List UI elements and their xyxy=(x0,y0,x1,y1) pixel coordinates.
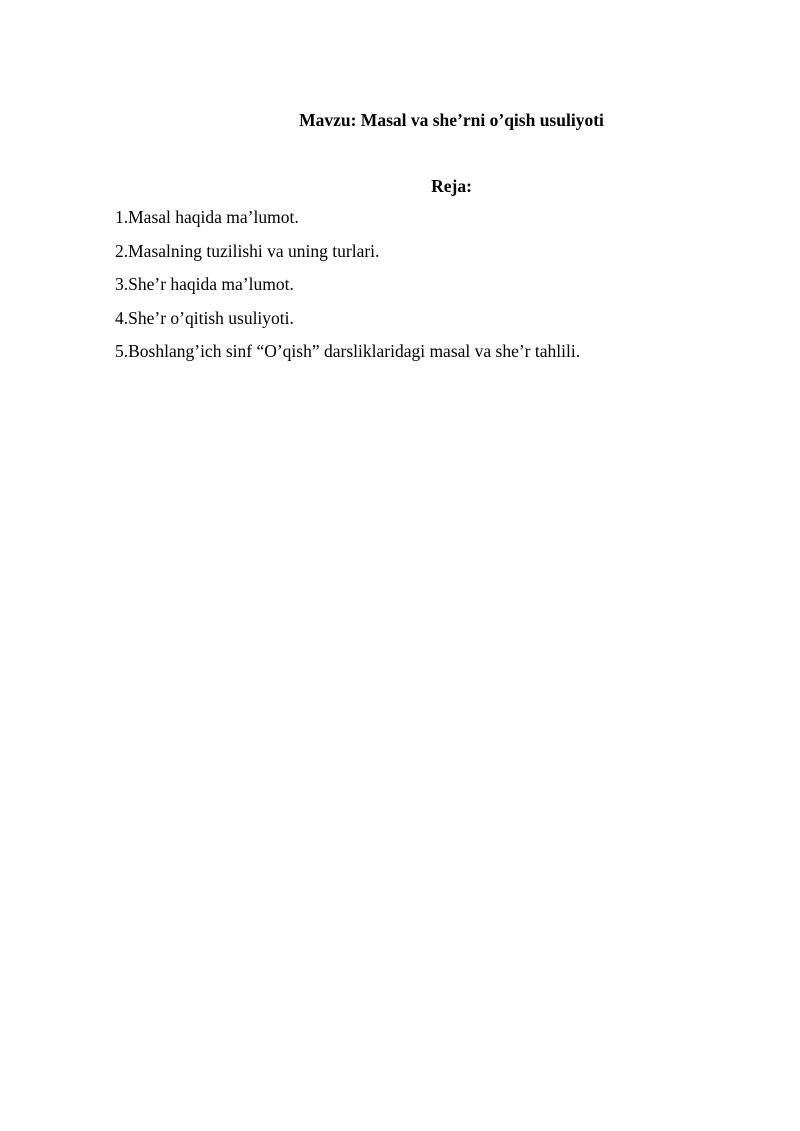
document-title: Mavzu: Masal va she’rni o’qish usuliyoti xyxy=(299,110,604,130)
plan-item: 4.She’r o’qitish usuliyoti. xyxy=(115,307,294,328)
plan-item: 1.Masal haqida ma’lumot. xyxy=(115,207,299,227)
plan-item: 2.Masalning tuzilishi va uning turlari. xyxy=(115,240,380,261)
plan-item: 5.Boshlang’ich sinf “O’qish” darsliklaridagi masal va she’r tahlili. xyxy=(115,341,581,361)
plan-list xyxy=(115,205,580,373)
plan-heading: Reja: xyxy=(431,176,472,196)
plan-item: 3.She’r haqida ma’lumot. xyxy=(115,274,294,294)
